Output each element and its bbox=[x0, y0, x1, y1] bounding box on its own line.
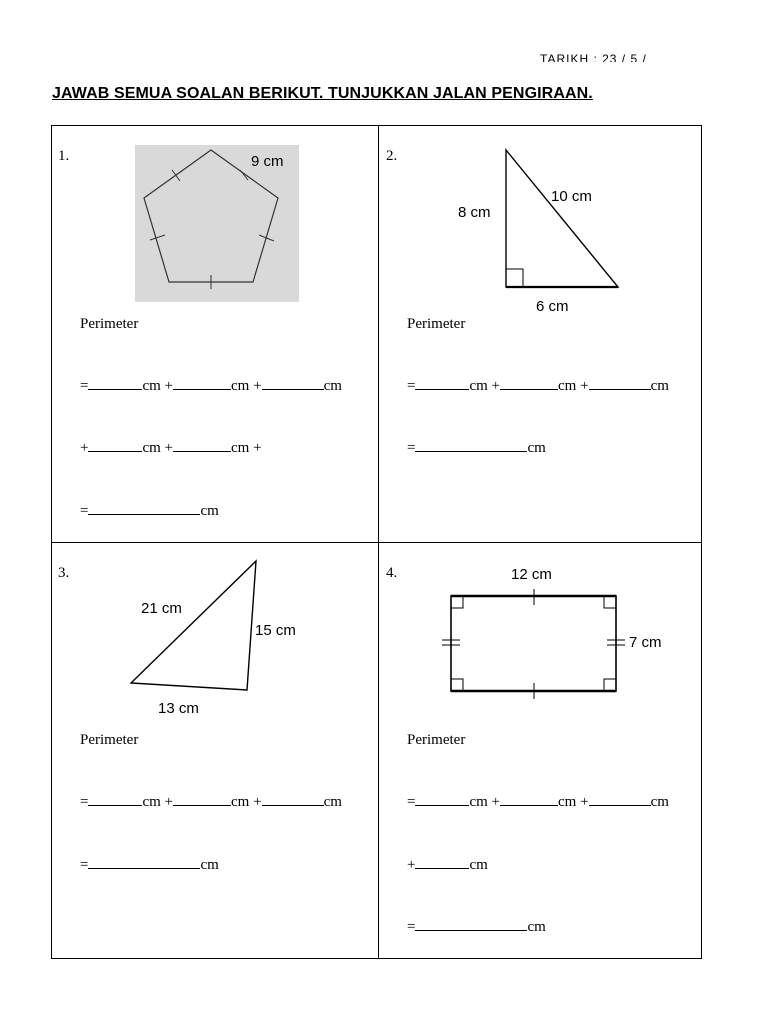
right-angle-mark bbox=[451, 679, 463, 691]
right-angle-mark bbox=[604, 596, 616, 608]
answer-blank[interactable] bbox=[88, 388, 142, 390]
question-3-line-1: = cm + cm + cm bbox=[80, 794, 342, 810]
grid-divider-horizontal bbox=[51, 542, 702, 543]
answer-blank[interactable] bbox=[262, 804, 324, 806]
hypotenuse-label: 10 cm bbox=[551, 188, 592, 205]
question-4-line-1: = cm + cm + cm bbox=[407, 794, 669, 810]
left-side-label: 21 cm bbox=[141, 600, 182, 617]
answer-blank[interactable] bbox=[88, 513, 200, 515]
instruction-heading: JAWAB SEMUA SOALAN BERIKUT. TUNJUKKAN JALAN PENGIRAAN. bbox=[52, 85, 593, 102]
answer-blank[interactable] bbox=[415, 450, 527, 452]
question-1-perimeter-label: Perimeter bbox=[80, 316, 139, 332]
answer-blank[interactable] bbox=[500, 388, 558, 390]
question-4-rectangle-figure bbox=[435, 560, 680, 705]
answer-blank[interactable] bbox=[173, 388, 231, 390]
answer-blank[interactable] bbox=[262, 388, 324, 390]
triangle-shape bbox=[131, 561, 256, 690]
question-4-perimeter-label: Perimeter bbox=[407, 732, 466, 748]
answer-blank[interactable] bbox=[173, 450, 231, 452]
question-2-perimeter-label: Perimeter bbox=[407, 316, 466, 332]
pentagon-side-label: 9 cm bbox=[251, 153, 284, 170]
question-3-number: 3. bbox=[58, 565, 70, 581]
answer-blank[interactable] bbox=[500, 804, 558, 806]
answer-blank[interactable] bbox=[88, 804, 142, 806]
answer-blank[interactable] bbox=[589, 388, 651, 390]
question-3-triangle-figure bbox=[125, 555, 340, 723]
answer-blank[interactable] bbox=[589, 804, 651, 806]
question-1-pentagon-figure bbox=[135, 145, 299, 302]
base-label: 6 cm bbox=[536, 298, 569, 315]
rectangle-shape bbox=[451, 596, 616, 691]
answer-blank[interactable] bbox=[415, 388, 469, 390]
question-1-line-1: = cm + cm + cm bbox=[80, 378, 342, 394]
right-angle-mark bbox=[506, 269, 523, 287]
triangle-shape bbox=[506, 150, 618, 287]
answer-blank[interactable] bbox=[173, 804, 231, 806]
width-label: 7 cm bbox=[629, 634, 662, 651]
question-1-line-3: = cm bbox=[80, 503, 219, 519]
bottom-side-label: 13 cm bbox=[158, 700, 199, 717]
question-4-line-3: = cm bbox=[407, 919, 546, 935]
question-1-line-2: + cm + cm + bbox=[80, 440, 262, 456]
date-label: TARIKH : 23 / 5 / bbox=[540, 52, 647, 62]
right-angle-mark bbox=[604, 679, 616, 691]
answer-blank[interactable] bbox=[415, 867, 469, 869]
answer-blank[interactable] bbox=[88, 450, 142, 452]
question-1-number: 1. bbox=[58, 148, 70, 164]
question-2-line-1: = cm + cm + cm bbox=[407, 378, 669, 394]
question-4-number: 4. bbox=[386, 565, 398, 581]
right-side-label: 15 cm bbox=[255, 622, 296, 639]
question-2-number: 2. bbox=[386, 148, 398, 164]
question-4-line-2: + cm bbox=[407, 857, 488, 873]
answer-blank[interactable] bbox=[415, 929, 527, 931]
question-3-line-2: = cm bbox=[80, 857, 219, 873]
answer-blank[interactable] bbox=[88, 867, 200, 869]
right-angle-mark bbox=[451, 596, 463, 608]
question-2-line-2: = cm bbox=[407, 440, 546, 456]
question-3-perimeter-label: Perimeter bbox=[80, 732, 139, 748]
answer-blank[interactable] bbox=[415, 804, 469, 806]
question-2-right-triangle-figure bbox=[450, 145, 630, 317]
height-label: 8 cm bbox=[458, 204, 491, 221]
length-label: 12 cm bbox=[511, 566, 552, 583]
